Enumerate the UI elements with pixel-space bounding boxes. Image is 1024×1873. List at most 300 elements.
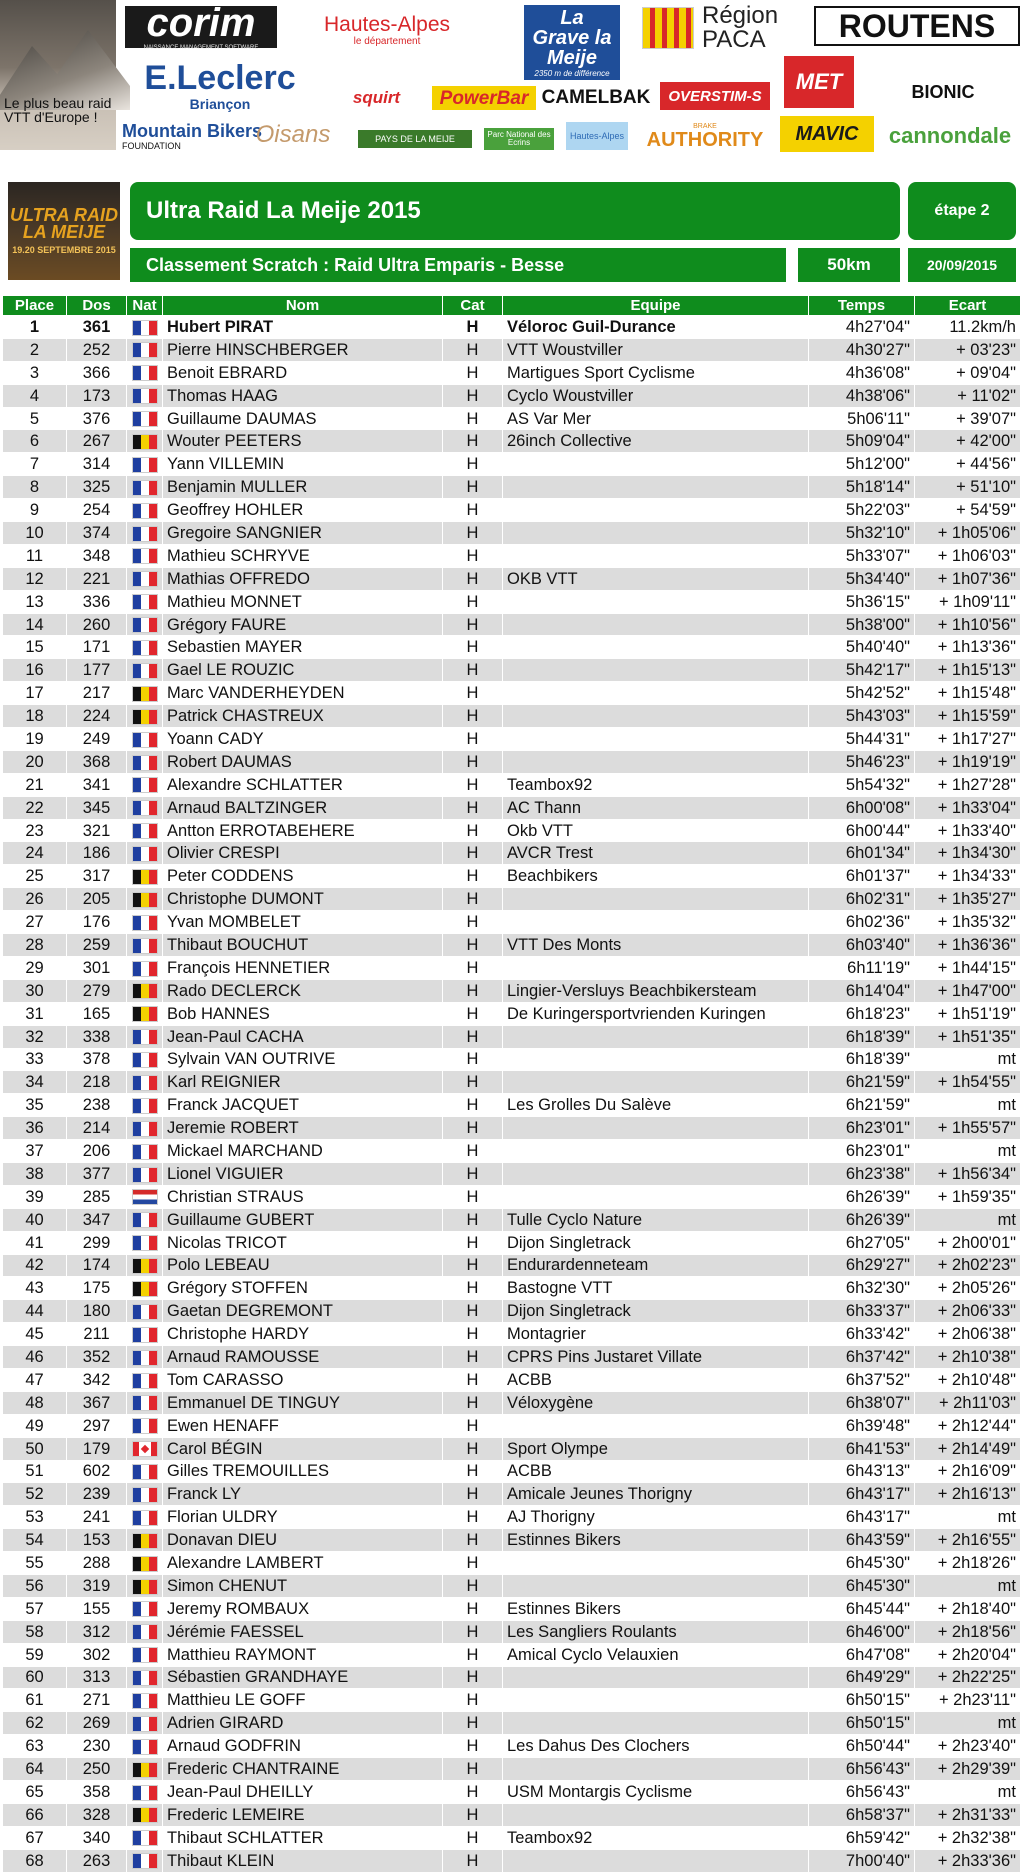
gap-cell: + 2h18'26" [915,1552,1021,1575]
category-cell: H [443,567,503,590]
nationality-cell [127,888,163,911]
place-cell: 4 [3,384,67,407]
flag-fr-icon [132,1327,158,1343]
bib-cell: 348 [67,544,127,567]
flag-fr-icon [132,571,158,587]
time-cell: 6h21'59" [809,1071,915,1094]
flag-fr-icon [132,1212,158,1228]
bib-cell: 319 [67,1574,127,1597]
nationality-cell [127,1071,163,1094]
category-cell: H [443,1254,503,1277]
nationality-cell [127,590,163,613]
flag-ca-icon [132,1441,158,1457]
table-row [3,1071,1021,1094]
table-row [3,453,1021,476]
category-cell: H [443,430,503,453]
nationality-cell [127,544,163,567]
bib-cell: 352 [67,1346,127,1369]
sponsor-logo-corim: corim NAISSANCE MANAGEMENT SOFTWARE [125,6,277,48]
category-cell: H [443,522,503,545]
table-row [3,590,1021,613]
place-cell: 48 [3,1391,67,1414]
gap-cell: mt [915,1140,1021,1163]
rider-name-cell: Guillaume DAUMAS [163,407,443,430]
team-cell: Teambox92 [503,1826,809,1849]
gap-cell: + 2h16'09" [915,1460,1021,1483]
bib-cell: 214 [67,1117,127,1140]
bib-cell: 252 [67,338,127,361]
header-equipe: Equipe [503,296,809,316]
nationality-cell [127,1094,163,1117]
team-cell: ACBB [503,1460,809,1483]
time-cell: 6h45'44" [809,1597,915,1620]
bib-cell: 325 [67,476,127,499]
flag-fr-icon [132,548,158,564]
time-cell: 5h44'31" [809,728,915,751]
flag-fr-icon [132,1693,158,1709]
gap-cell: + 1h54'55" [915,1071,1021,1094]
flag-be-icon [132,983,158,999]
team-cell: Estinnes Bikers [503,1529,809,1552]
bib-cell: 177 [67,659,127,682]
nationality-cell [127,750,163,773]
bib-cell: 153 [67,1529,127,1552]
rider-name-cell: Jeremy ROMBAUX [163,1597,443,1620]
flag-fr-icon [132,1510,158,1526]
team-cell [503,705,809,728]
gap-cell: + 2h22'25" [915,1666,1021,1689]
sponsor-logo-bionic: BIONIC [911,82,975,102]
category-cell: H [443,1437,503,1460]
flag-fr-icon [132,1052,158,1068]
rider-name-cell: Benoit EBRARD [163,361,443,384]
gap-cell: + 1h47'00" [915,979,1021,1002]
bib-cell: 366 [67,361,127,384]
table-row [3,1758,1021,1781]
bib-cell: 238 [67,1094,127,1117]
category-cell: H [443,979,503,1002]
team-cell: VTT Woustviller [503,338,809,361]
place-cell: 15 [3,636,67,659]
table-row [3,911,1021,934]
nationality-cell [127,1048,163,1071]
results-table [2,295,1021,1873]
place-cell: 24 [3,842,67,865]
nationality-cell [127,1460,163,1483]
category-cell: H [443,956,503,979]
team-cell [503,1025,809,1048]
team-cell: Martigues Sport Cyclisme [503,361,809,384]
place-cell: 2 [3,338,67,361]
table-row [3,1437,1021,1460]
time-cell: 6h32'30" [809,1277,915,1300]
flag-fr-icon [132,1785,158,1801]
time-cell: 5h33'07" [809,544,915,567]
sponsor-logo-overstims: OVERSTIM-S [660,82,770,110]
team-cell: Cyclo Woustviller [503,384,809,407]
rider-name-cell: Rado DECLERCK [163,979,443,1002]
team-cell: Les Grolles Du Salève [503,1094,809,1117]
gap-cell: mt [915,1208,1021,1231]
rider-name-cell: Arnaud RAMOUSSE [163,1346,443,1369]
place-cell: 29 [3,956,67,979]
team-cell [503,1552,809,1575]
nationality-cell [127,1803,163,1826]
time-cell: 5h54'32" [809,773,915,796]
header-nom: Nom [163,296,443,316]
table-row [3,1483,1021,1506]
bib-cell: 288 [67,1552,127,1575]
gap-cell: + 2h23'11" [915,1689,1021,1712]
time-cell: 5h43'03" [809,705,915,728]
nationality-cell [127,911,163,934]
team-cell [503,1071,809,1094]
team-cell [503,728,809,751]
bib-cell: 297 [67,1414,127,1437]
place-cell: 35 [3,1094,67,1117]
flag-be-icon [132,1807,158,1823]
place-cell: 65 [3,1781,67,1804]
rider-name-cell: Arnaud GODFRIN [163,1735,443,1758]
gap-cell: + 1h59'35" [915,1185,1021,1208]
nationality-cell [127,1140,163,1163]
header-cat: Cat [443,296,503,316]
place-cell: 60 [3,1666,67,1689]
sponsor-logo-powerbar: PowerBar [432,86,536,110]
place-cell: 31 [3,1002,67,1025]
place-cell: 23 [3,819,67,842]
gap-cell: + 1h33'40" [915,819,1021,842]
gap-cell: + 11'02" [915,384,1021,407]
time-cell: 4h36'08" [809,361,915,384]
category-cell: H [443,1414,503,1437]
table-row [3,1689,1021,1712]
nationality-cell [127,1758,163,1781]
time-cell: 5h42'17" [809,659,915,682]
time-cell: 5h12'00" [809,453,915,476]
team-cell: De Kuringersportvrienden Kuringen [503,1002,809,1025]
time-cell: 5h40'40" [809,636,915,659]
team-cell [503,750,809,773]
time-cell: 6h14'04" [809,979,915,1002]
gap-cell: + 09'04" [915,361,1021,384]
table-row [3,1826,1021,1849]
bib-cell: 313 [67,1666,127,1689]
place-cell: 27 [3,911,67,934]
rider-name-cell: Christophe HARDY [163,1323,443,1346]
flag-fr-icon [132,1373,158,1389]
category-cell: H [443,1781,503,1804]
gap-cell: + 2h14'49" [915,1437,1021,1460]
category-cell: H [443,1071,503,1094]
time-cell: 4h38'06" [809,384,915,407]
time-cell: 6h43'17" [809,1506,915,1529]
bib-cell: 241 [67,1506,127,1529]
gap-cell: + 1h06'03" [915,544,1021,567]
rider-name-cell: Grégory FAURE [163,613,443,636]
gap-cell: + 2h00'01" [915,1231,1021,1254]
place-cell: 17 [3,682,67,705]
time-cell: 6h45'30" [809,1574,915,1597]
flag-fr-icon [132,1601,158,1617]
rider-name-cell: Peter CODDENS [163,865,443,888]
gap-cell: + 54'59" [915,499,1021,522]
flag-fr-icon [132,1304,158,1320]
stage-date: 20/09/2015 [908,248,1016,282]
table-row [3,865,1021,888]
nationality-cell [127,522,163,545]
team-cell: VTT Des Monts [503,934,809,957]
bib-cell: 299 [67,1231,127,1254]
team-cell: Bastogne VTT [503,1277,809,1300]
place-cell: 52 [3,1483,67,1506]
rider-name-cell: Matthieu RAYMONT [163,1643,443,1666]
gap-cell: + 2h16'55" [915,1529,1021,1552]
category-cell: H [443,590,503,613]
category-cell: H [443,1735,503,1758]
table-row [3,1140,1021,1163]
nationality-cell [127,1323,163,1346]
table-row [3,430,1021,453]
time-cell: 6h37'52" [809,1368,915,1391]
category-cell: H [443,1803,503,1826]
place-cell: 40 [3,1208,67,1231]
bib-cell: 302 [67,1643,127,1666]
nationality-cell [127,453,163,476]
time-cell: 6h01'34" [809,842,915,865]
time-cell: 7h00'40" [809,1849,915,1872]
sponsor-logo-met: MET [784,56,854,108]
nationality-cell [127,1506,163,1529]
nationality-cell [127,1643,163,1666]
bib-cell: 367 [67,1391,127,1414]
bib-cell: 239 [67,1483,127,1506]
rider-name-cell: Lionel VIGUIER [163,1162,443,1185]
flag-fr-icon [132,526,158,542]
nationality-cell [127,1712,163,1735]
header-dos: Dos [67,296,127,316]
bib-cell: 358 [67,1781,127,1804]
table-row [3,1643,1021,1666]
place-cell: 66 [3,1803,67,1826]
flag-fr-icon [132,1144,158,1160]
gap-cell: + 1h55'57" [915,1117,1021,1140]
gap-cell: + 1h15'13" [915,659,1021,682]
flag-fr-icon [132,800,158,816]
time-cell: 6h01'37" [809,865,915,888]
bib-cell: 205 [67,888,127,911]
time-cell: 6h00'08" [809,796,915,819]
time-cell: 5h42'52" [809,682,915,705]
flag-be-icon [132,1281,158,1297]
rider-name-cell: Frederic CHANTRAINE [163,1758,443,1781]
bib-cell: 254 [67,499,127,522]
place-cell: 1 [3,316,67,339]
sponsor-logo-oisans: Oisans [255,121,331,148]
category-cell: H [443,705,503,728]
team-cell: Amicale Jeunes Thorigny [503,1483,809,1506]
place-cell: 49 [3,1414,67,1437]
category-cell: H [443,384,503,407]
category-cell: H [443,1025,503,1048]
nationality-cell [127,1849,163,1872]
bib-cell: 378 [67,1048,127,1071]
nationality-cell [127,659,163,682]
rider-name-cell: Antton ERROTABEHERE [163,819,443,842]
time-cell: 6h47'08" [809,1643,915,1666]
team-cell: OKB VTT [503,567,809,590]
gap-cell: + 1h34'30" [915,842,1021,865]
time-cell: 6h00'44" [809,819,915,842]
team-cell [503,636,809,659]
place-cell: 68 [3,1849,67,1872]
nationality-cell [127,1391,163,1414]
time-cell: 6h41'53" [809,1437,915,1460]
flag-fr-icon [132,938,158,954]
team-cell [503,888,809,911]
category-cell: H [443,1506,503,1529]
rider-name-cell: Olivier CRESPI [163,842,443,865]
gap-cell: + 1h36'36" [915,934,1021,957]
place-cell: 58 [3,1620,67,1643]
flag-be-icon [132,1258,158,1274]
team-cell: ACBB [503,1368,809,1391]
gap-cell: + 2h02'23" [915,1254,1021,1277]
place-cell: 34 [3,1071,67,1094]
team-cell [503,911,809,934]
place-cell: 46 [3,1346,67,1369]
rider-name-cell: Thibaut KLEIN [163,1849,443,1872]
time-cell: 6h27'05" [809,1231,915,1254]
bib-cell: 321 [67,819,127,842]
time-cell: 6h02'36" [809,911,915,934]
time-cell: 5h09'04" [809,430,915,453]
place-cell: 18 [3,705,67,728]
team-cell: Les Dahus Des Clochers [503,1735,809,1758]
table-row [3,476,1021,499]
flag-fr-icon [132,1098,158,1114]
time-cell: 5h22'03" [809,499,915,522]
time-cell: 6h45'30" [809,1552,915,1575]
nationality-cell [127,1002,163,1025]
category-cell: H [443,1666,503,1689]
time-cell: 4h30'27" [809,338,915,361]
category-cell: H [443,1597,503,1620]
place-cell: 8 [3,476,67,499]
category-cell: H [443,911,503,934]
team-cell: Les Sangliers Roulants [503,1620,809,1643]
gap-cell: + 1h17'27" [915,728,1021,751]
nationality-cell [127,1735,163,1758]
bib-cell: 285 [67,1185,127,1208]
time-cell: 5h32'10" [809,522,915,545]
flag-fr-icon [132,1350,158,1366]
category-cell: H [443,1048,503,1071]
bib-cell: 301 [67,956,127,979]
gap-cell: + 1h34'33" [915,865,1021,888]
nationality-cell [127,1574,163,1597]
place-cell: 64 [3,1758,67,1781]
stage-distance: 50km [798,248,900,282]
table-row [3,659,1021,682]
table-row [3,522,1021,545]
category-cell: H [443,1094,503,1117]
category-cell: H [443,407,503,430]
rider-name-cell: Guillaume GUBERT [163,1208,443,1231]
event-logo-line1: ULTRA RAID [10,205,118,225]
team-cell [503,1666,809,1689]
category-cell: H [443,1231,503,1254]
place-cell: 6 [3,430,67,453]
category-cell: H [443,316,503,339]
rider-name-cell: Gregoire SANGNIER [163,522,443,545]
sponsor-logo-squirt: squirt [352,87,401,107]
category-cell: H [443,1368,503,1391]
gap-cell: + 2h31'33" [915,1803,1021,1826]
gap-cell: + 2h20'04" [915,1643,1021,1666]
nationality-cell [127,1025,163,1048]
nationality-cell [127,819,163,842]
place-cell: 44 [3,1300,67,1323]
header-ecart: Ecart [915,296,1021,316]
place-cell: 67 [3,1826,67,1849]
category-cell: H [443,888,503,911]
table-row [3,338,1021,361]
category-cell: H [443,1758,503,1781]
bib-cell: 340 [67,1826,127,1849]
place-cell: 56 [3,1574,67,1597]
flag-fr-icon [132,1487,158,1503]
category-cell: H [443,453,503,476]
place-cell: 10 [3,522,67,545]
time-cell: 4h27'04" [809,316,915,339]
bib-cell: 317 [67,865,127,888]
category-cell: H [443,1300,503,1323]
race-tagline: Le plus beau raid VTT d'Europe ! [4,95,112,125]
nationality-cell [127,934,163,957]
nationality-cell [127,1826,163,1849]
nationality-cell [127,476,163,499]
time-cell: 6h50'15" [809,1712,915,1735]
nationality-cell [127,1368,163,1391]
table-row [3,1185,1021,1208]
table-row [3,842,1021,865]
category-cell: H [443,682,503,705]
flag-fr-icon [132,777,158,793]
time-cell: 6h59'42" [809,1826,915,1849]
category-cell: H [443,1002,503,1025]
rider-name-cell: Frederic LEMEIRE [163,1803,443,1826]
place-cell: 51 [3,1460,67,1483]
flag-be-icon [132,1579,158,1595]
flag-be-icon [132,686,158,702]
category-cell: H [443,636,503,659]
rider-name-cell: Ewen HENAFF [163,1414,443,1437]
rider-name-cell: Adrien GIRARD [163,1712,443,1735]
sponsor-logo-cannondale: cannondale [888,123,1012,148]
category-cell: H [443,1552,503,1575]
table-row [3,1002,1021,1025]
table-row [3,796,1021,819]
place-cell: 45 [3,1323,67,1346]
nationality-cell [127,865,163,888]
gap-cell: + 51'10" [915,476,1021,499]
rider-name-cell: Geoffrey HOHLER [163,499,443,522]
team-cell [503,1712,809,1735]
table-row [3,1414,1021,1437]
team-cell: AS Var Mer [503,407,809,430]
table-row [3,1025,1021,1048]
